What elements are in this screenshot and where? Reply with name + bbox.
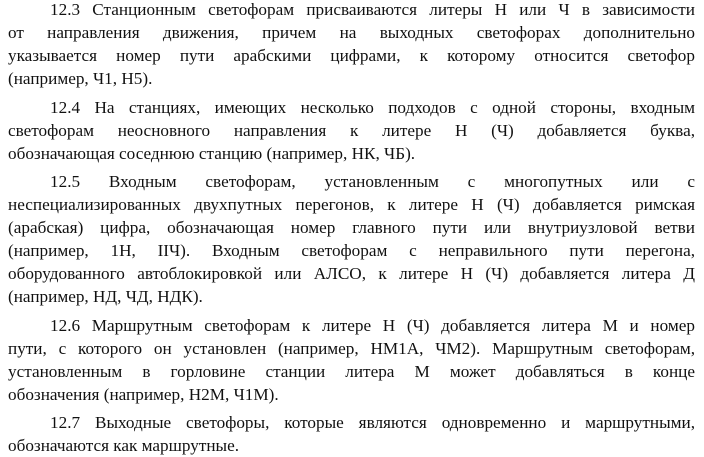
paragraph-12-7	[8, 411, 695, 457]
paragraph-12-5	[8, 170, 695, 308]
text-line: светофорам неосновного направления к литере Н (Ч) добавляется буква,	[8, 120, 695, 140]
paragraph-12-3	[8, 0, 695, 90]
text-line: пути, с которого он установлен (например, НМ1А, ЧМ2). Маршрутным светофорам,	[8, 338, 695, 358]
text-line: 12.7 Выходные светофоры, которые являются одновременно и маршрутными,	[50, 413, 695, 432]
text-line: 12.6 Маршрутным светофорам к литере Н (Ч) добавляется литера М и номер	[50, 315, 695, 335]
text-line: (например, Ч1, Н5).	[8, 69, 153, 88]
text-line: указывается номер пути арабскими цифрами, к которому относится светофор	[8, 46, 695, 65]
text-line: неспециализированных двухпутных перегонов, к литере Н (Ч) добавляется римская	[8, 195, 695, 214]
text-line: 12.3 Станционным светофорам присваиваются литеры Н или Ч в зависимости	[50, 0, 695, 19]
paragraph-12-6	[8, 314, 695, 406]
text-line: оборудованного автоблокировкой или АЛСО, к литере Н (Ч) добавляется литера Д	[8, 264, 695, 283]
text-line: обозначающая соседнюю станцию (например, НК, ЧБ).	[8, 143, 416, 163]
text-line: установленным в горловине станции литера М может добавляться в конце	[8, 361, 695, 381]
text-line: (например, 1Н, IIЧ). Входным светофорам с неправильного пути перегона,	[8, 241, 695, 260]
text-line: (например, НД, ЧД, НДК).	[8, 287, 203, 306]
text-line: обозначения (например, Н2М, Ч1М).	[8, 384, 279, 404]
text-line: 12.4 На станциях, имеющих несколько подходов с одной стороны, входным	[50, 97, 695, 117]
text-line: от направления движения, причем на выходных светофорах дополнительно	[8, 23, 695, 42]
text-line: (арабская) цифра, обозначающая номер главного пути или внутриузловой ветви	[8, 218, 695, 237]
paragraph-12-4	[8, 96, 695, 165]
text-line: 12.5 Входным светофорам, установленным с многопутных или с	[50, 172, 695, 191]
text-line: обозначаются как маршрутные.	[8, 436, 240, 455]
